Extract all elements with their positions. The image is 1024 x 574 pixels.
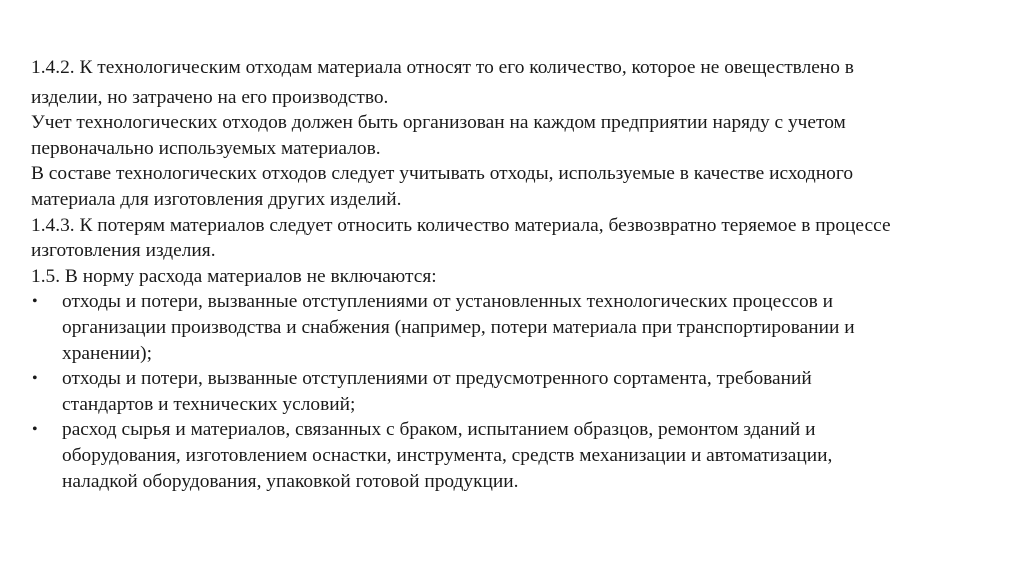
bullet-icon: • <box>32 370 38 388</box>
text-line: материала для изготовления других изделий. <box>31 188 402 210</box>
list-item <box>31 289 1006 366</box>
text-line: изготовления изделия. <box>31 240 216 262</box>
text-line: изделии, но затрачено на его производство. <box>31 86 389 108</box>
text-line: хранении); <box>62 342 152 364</box>
text-line: отходы и потери, вызванные отступлениями от установленных технологических процессов и <box>62 291 834 313</box>
bullet-icon: • <box>32 421 38 439</box>
text-line: стандартов и технических условий; <box>62 393 356 415</box>
bullet-icon: • <box>32 293 38 311</box>
list-item <box>31 417 1006 494</box>
text-line: расход сырья и материалов, связанных с браком, испытанием образцов, ремонтом зданий и <box>62 419 816 441</box>
document-text <box>31 55 1006 494</box>
paragraph-accounting <box>31 110 1006 161</box>
paragraph-1-4-3 <box>31 213 1006 264</box>
text-line: организации производства и снабжения (например, потери материала при транспортировании и <box>62 316 855 338</box>
paragraph-waste-composition <box>31 161 1006 212</box>
paragraph-1-5 <box>31 264 1006 290</box>
bullet-list <box>31 289 1006 494</box>
text-line: 1.5. В норму расхода материалов не включаются: <box>31 265 437 287</box>
text-line: 1.4.3. К потерям материалов следует относить количество материала, безвозвратно теряемое в процессе <box>31 214 891 236</box>
text-line: отходы и потери, вызванные отступлениями от предусмотренного сортамента, требований <box>62 368 812 390</box>
text-line: 1.4.2. К технологическим отходам материала относят то его количество, которое не овеществлено в <box>31 57 854 78</box>
text-line: Учет технологических отходов должен быть организован на каждом предприятии наряду с учетом <box>31 112 846 134</box>
text-line: оборудования, изготовлением оснастки, инструмента, средств механизации и автоматизации, <box>62 444 833 466</box>
text-line: В составе технологических отходов следует учитывать отходы, используемые в качестве исходного <box>31 163 854 185</box>
list-item <box>31 366 1006 417</box>
paragraph-1-4-2 <box>31 55 1006 110</box>
text-line: наладкой оборудования, упаковкой готовой продукции. <box>62 470 519 492</box>
text-line: первоначально используемых материалов. <box>31 137 381 159</box>
